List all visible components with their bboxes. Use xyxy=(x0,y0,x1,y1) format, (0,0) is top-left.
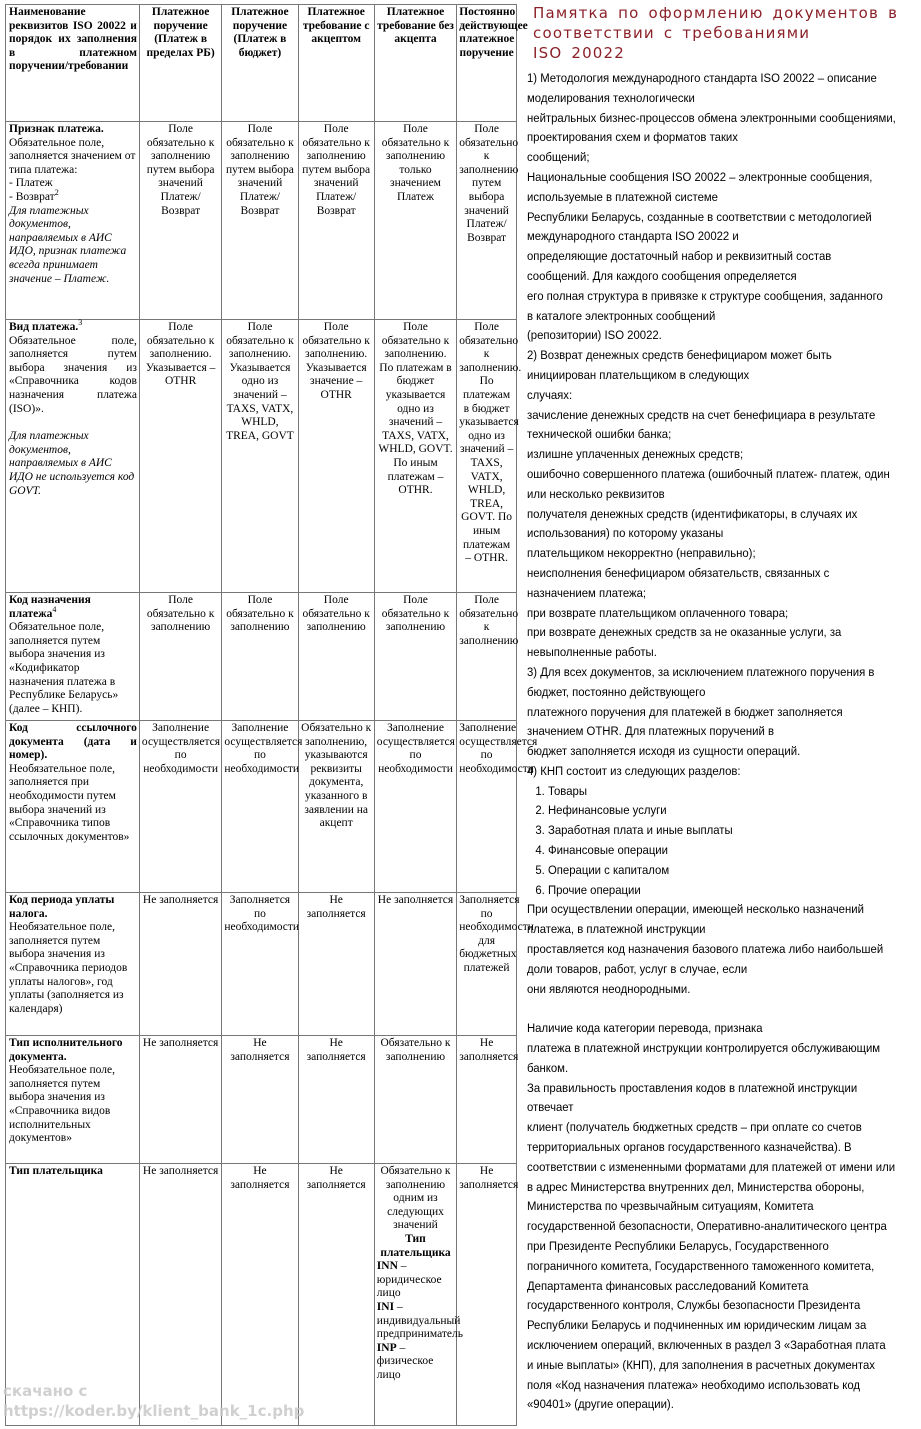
memo-panel xyxy=(527,0,919,1415)
memo-line: назначением платежа; xyxy=(527,585,647,600)
row-item: - Возврат xyxy=(9,190,55,203)
memo-line: Национальные сообщения ISO 20022 – электронные сообщения, xyxy=(527,169,873,184)
table-cell: Не заполняется xyxy=(139,1164,221,1426)
table-cell: Поле обязательно к заполнению. Указывается значение – OTHR xyxy=(298,320,374,593)
row-desc: Необязательное поле, заполняется путем выбора значения из «Справочника видов исполнительных документов» xyxy=(9,1064,115,1145)
table-cell: Заполнение осуществляется по необходимости xyxy=(457,721,517,893)
payer-type-intro: Обязательно к заполнению одним из следующих значений xyxy=(380,1165,451,1232)
table-row xyxy=(6,893,517,1036)
table-row xyxy=(6,122,517,320)
memo-line: «90401» (другие операции). xyxy=(527,1397,674,1412)
memo-line: нейтральных бизнес-процессов обмена электронными сообщениями, xyxy=(527,110,896,125)
row-payment-type xyxy=(6,320,140,593)
memo-line: инициирован плательщиком в следующих xyxy=(527,367,750,382)
memo-line: технической ошибки банка; xyxy=(527,427,672,442)
table-cell: Поле обязательно к заполнению. По платежам в бюджет указывается одно из значений – TAXS, VATX, WHLD, TREA, GOVT. По иным платежам – OTHR. xyxy=(457,320,517,593)
memo-line: При осуществлении операции, имеющей несколько назначений xyxy=(527,902,864,917)
row-title: Признак платежа. xyxy=(9,123,104,135)
table-cell: Не заполняется xyxy=(457,1164,517,1426)
table-cell: Поле обязательно к заполнению. Указывается одно из значений – TAXS, VATX, WHLD, TREA, GOVT xyxy=(222,320,298,593)
watermark-line: скачано с xyxy=(3,1382,88,1400)
table-cell: Поле обязательно к заполнению xyxy=(457,593,517,721)
memo-line: клиент (получатель бюджетных средств – при оплате со счетов xyxy=(527,1120,862,1135)
memo-line: 3. Заработная плата и иные выплаты xyxy=(535,823,733,838)
memo-line: его полная структура в привязке к структуре сообщения, заданного xyxy=(527,288,883,303)
table-row xyxy=(6,1036,517,1164)
footnote-mark: 3 xyxy=(78,318,83,328)
row-title: Тип плательщика xyxy=(9,1165,103,1177)
memo-line: доли товаров, работ, услуг в случае, если xyxy=(527,961,748,976)
memo-line: (репозитории) ISO 20022. xyxy=(527,328,662,343)
memo-line: Министерства по чрезвычайным ситуациям, Комитета xyxy=(527,1199,814,1214)
table-cell: Не заполняется xyxy=(139,893,221,1036)
row-title: Вид платежа. xyxy=(9,321,79,333)
memo-line: значением OTHR. Для платежных поручений в xyxy=(527,724,774,739)
memo-line: пограничного комитета, Государственного таможенного комитета, xyxy=(527,1258,875,1273)
row-item: - Платеж xyxy=(9,177,53,190)
memo-line: отвечает xyxy=(527,1100,574,1115)
table-cell: Поле обязательно к заполнению. Указывается – OTHR xyxy=(139,320,221,593)
memo-line: проставляется код назначения базового платежа либо наибольшей xyxy=(527,942,884,957)
table-cell: Не заполняется xyxy=(139,1036,221,1164)
table-row xyxy=(6,320,517,593)
memo-line: Республики Беларусь, созданные в соответствии с методологией xyxy=(527,209,872,224)
memo-line: ошибочно совершенного платежа (ошибочный платеж- платеж, один xyxy=(527,466,890,481)
row-title: Код назначения платежа xyxy=(9,594,91,620)
memo-line: определяющие достаточный набор и реквизитный состав xyxy=(527,249,832,264)
header-field-name: Наименование реквизитов ISO 20022 и порядок их заполнения в платежном поручении/требовании xyxy=(6,5,140,122)
table-cell: Заполнение осуществляется по необходимости xyxy=(139,721,221,893)
row-reference-doc xyxy=(6,721,140,893)
memo-line: при Президенте Республики Беларусь, Государственного xyxy=(527,1239,829,1254)
memo-line: используемые в платежной системе xyxy=(527,189,718,204)
table-header-row xyxy=(6,5,517,122)
table-cell: Не заполняется xyxy=(298,1036,374,1164)
memo-line: 2. Нефинансовые услуги xyxy=(535,803,667,818)
memo-line: при возврате денежных средств за не оказанные услуги, за xyxy=(527,625,842,640)
memo-line: банком. xyxy=(527,1060,569,1075)
table-cell: Не заполняется xyxy=(298,893,374,1036)
table-cell: Заполнение осуществляется по необходимости xyxy=(222,721,298,893)
header-demand-no-acceptance: Платежное требование без акцепта xyxy=(374,5,456,122)
iso20022-requirements-table xyxy=(5,4,538,1426)
row-desc: Обязательное поле, заполняется значением от типа платежа: xyxy=(9,136,136,176)
payer-type-cell xyxy=(374,1164,463,1426)
memo-line: За правильность проставления кодов в платежной инструкции xyxy=(527,1080,858,1095)
row-enforcement-doc xyxy=(6,1036,140,1164)
payer-type-entry: INN – юридическое лицо xyxy=(376,1260,442,1300)
memo-line: использования) по которому указаны xyxy=(527,526,724,541)
memo-line: государственного контроля, Службы безопасности Президента xyxy=(527,1298,861,1313)
memo-title xyxy=(533,3,919,63)
row-desc: Необязательное поле, заполняется путем выбора значения из «Справочника периодов уплаты налогов», год уплаты (заполняется из календаря) xyxy=(9,921,128,1015)
memo-line: и иные выплаты» (КНП), для заполнения в расчетных документах xyxy=(527,1357,875,1372)
row-note: Для платежных документов, направляемых в АИС ИДО, признак платежа всегда принимает значение – Платеж. xyxy=(9,204,127,285)
table-cell: Поле обязательно к заполнению только значением Платеж xyxy=(374,122,456,320)
row-note: Для платежных документов, направляемых в АИС ИДО не используется код GOVT. xyxy=(9,430,135,497)
memo-line: случаях: xyxy=(527,387,573,402)
memo-line: 1. Товары xyxy=(535,783,587,798)
memo-title-line: Памятка по оформлению документов в xyxy=(533,4,899,22)
table-cell: Не заполняется xyxy=(222,1036,298,1164)
memo-line: международного стандарта ISO 20022 и xyxy=(527,229,739,244)
watermark-url: https://koder.by/klient_bank_1c.php xyxy=(3,1402,305,1420)
table-cell: Поле обязательно к заполнению. По платежам в бюджет указывается одно из значений – TAXS, VATX, WHLD, GOVT. По иным платежам – OTHR. xyxy=(374,320,456,593)
table-cell: Поле обязательно к заполнению путем выбора значений Платеж/Возврат xyxy=(298,122,374,320)
memo-line: платежа в платежной инструкции контролируется обслуживающим xyxy=(527,1041,881,1056)
memo-line: территориальных органов государственного казначейства). В xyxy=(527,1140,852,1155)
memo-line: сообщений. Для каждого сообщения определяется xyxy=(527,268,797,283)
row-tax-period xyxy=(6,893,140,1036)
row-title: Код периода уплаты налога. xyxy=(9,894,115,920)
table-cell: Не заполняется xyxy=(222,1164,298,1426)
payer-type-heading: Тип плательщика xyxy=(380,1232,451,1259)
memo-line: излишне уплаченных денежных средств; xyxy=(527,447,744,462)
table-cell: Не заполняется xyxy=(457,1036,517,1164)
memo-line: они являются неоднородными. xyxy=(527,981,691,996)
row-desc: Необязательное поле, заполняется при необходимости путем выбора значений из «Справочника типов ссылочных документов» xyxy=(9,762,130,843)
table-cell: Поле обязательно к заполнению xyxy=(139,593,221,721)
memo-line: государственной безопасности, Оперативно-аналитического центра xyxy=(527,1219,887,1234)
memo-line: соответствии с измененными форматами для платежей от имени или xyxy=(527,1159,896,1174)
memo-line: 6. Прочие операции xyxy=(535,882,641,897)
row-payment-flag xyxy=(6,122,140,320)
header-standing-order: Постоянно действующее платежное поручение xyxy=(457,5,517,122)
row-desc: Обязательное поле, заполняется путем выбора значения из «Справочника кодов назначения платежа (ISO)». xyxy=(9,334,137,415)
memo-line: Республики Беларусь и подчиненных им юридическим лицам за xyxy=(527,1318,867,1333)
memo-line: неисполнения бенефициаром обязательств, связанных с xyxy=(527,565,830,580)
memo-line: плательщиком некорректно (неправильно); xyxy=(527,546,756,561)
table-cell: Поле обязательно к заполнению xyxy=(298,593,374,721)
memo-line: бюджет, постоянно действующего xyxy=(527,684,706,699)
footnote-mark: 4 xyxy=(52,604,57,614)
table-cell: Поле обязательно к заполнению путем выбора значений Платеж/Возврат xyxy=(222,122,298,320)
row-title: Тип исполнительного документа. xyxy=(9,1037,123,1063)
memo-line: бюджет заполняется исходя из сущности операций. xyxy=(527,744,801,759)
memo-line: 2) Возврат денежных средств бенефициаром может быть xyxy=(527,348,832,363)
memo-body xyxy=(527,69,919,1415)
row-title: Код ссылочного документа (дата и номер). xyxy=(9,722,137,762)
memo-line: проектирования схем и форматов таких xyxy=(527,130,738,145)
memo-title-line: ISO 20022 xyxy=(533,44,626,62)
memo-line: исключением операций, включенных в раздел 3 «Заработная плата xyxy=(527,1338,886,1352)
memo-line: невыполненные работы. xyxy=(527,645,657,660)
table-cell: Поле обязательно к заполнению путем выбора значений Платеж/Возврат xyxy=(139,122,221,320)
memo-line: или несколько реквизитов xyxy=(527,486,665,501)
memo-line: 4. Финансовые операции xyxy=(535,843,668,858)
memo-line: платежа, в платежной инструкции xyxy=(527,922,706,937)
table-cell: Заполняется по необходимости xyxy=(222,893,298,1036)
table-cell: Заполнение осуществляется по необходимости xyxy=(374,721,456,893)
memo-line: Департамента финансовых расследований Комитета xyxy=(527,1278,809,1293)
memo-line: при возврате плательщиком оплаченного товара; xyxy=(527,605,789,620)
row-purpose-code xyxy=(6,593,140,721)
header-budget-order: Платежное поручение (Платеж в бюджет) xyxy=(222,5,298,122)
table-cell: Заполняется по необходимости для бюджетных платежей xyxy=(457,893,517,1036)
table-cell: Не заполняется xyxy=(298,1164,374,1426)
row-desc: Обязательное поле, заполняется путем выбора значения из «Кодификатор назначения платежа в Республике Беларусь» (далее – КНП). xyxy=(9,621,119,715)
footnote-mark: 2 xyxy=(54,188,59,198)
table-cell: Поле обязательно к заполнению xyxy=(374,593,456,721)
memo-line: получателя денежных средств (идентификаторы, в случаях их xyxy=(527,506,858,521)
memo-line: платежного поручения для платежей в бюджет заполняется xyxy=(527,704,843,719)
watermark xyxy=(3,1381,304,1421)
table-row xyxy=(6,721,517,893)
memo-line: зачисление денежных средств на счет бенефициара в результате xyxy=(527,407,876,422)
table-row xyxy=(6,593,517,721)
memo-line: 4) КНП состоит из следующих разделов: xyxy=(527,763,741,778)
memo-line: Наличие кода категории перевода, признака xyxy=(527,1021,763,1036)
header-domestic-order: Платежное поручение (Платеж в пределах РБ) xyxy=(139,5,221,122)
memo-line: 5. Операции с капиталом xyxy=(535,862,670,877)
memo-line xyxy=(527,999,919,1019)
memo-line: в адрес Министерства внутренних дел, Министерства обороны, xyxy=(527,1179,865,1194)
table-cell: Поле обязательно к заполнению xyxy=(222,593,298,721)
memo-title-line: соответствии с требованиями xyxy=(533,24,811,42)
memo-line: поля «Код назначения платежа» необходимо использовать код xyxy=(527,1377,861,1392)
memo-line: моделирования технологически xyxy=(527,90,695,105)
header-demand-acceptance: Платежное требование с акцептом xyxy=(298,5,374,122)
payer-type-entry: INI – индивидуальный предприниматель xyxy=(376,1300,463,1341)
table-cell: Поле обязательно к заполнению путем выбора значений Платеж/Возврат xyxy=(457,122,517,320)
table-cell: Обязательно к заполнению, указываются реквизиты документа, указанного в заявлении на акцепт xyxy=(298,721,374,893)
memo-line: 3) Для всех документов, за исключением платежного поручения в xyxy=(527,664,875,679)
table-cell: Не заполняется xyxy=(374,893,456,1036)
memo-line: 1) Методология международного стандарта ISO 20022 – описание xyxy=(527,71,877,85)
memo-line: сообщений; xyxy=(527,150,590,165)
memo-line: в каталоге электронных сообщений xyxy=(527,308,716,323)
payer-type-entry: INP – физическое лицо xyxy=(376,1341,434,1381)
table-cell: Обязательно к заполнению xyxy=(374,1036,456,1164)
